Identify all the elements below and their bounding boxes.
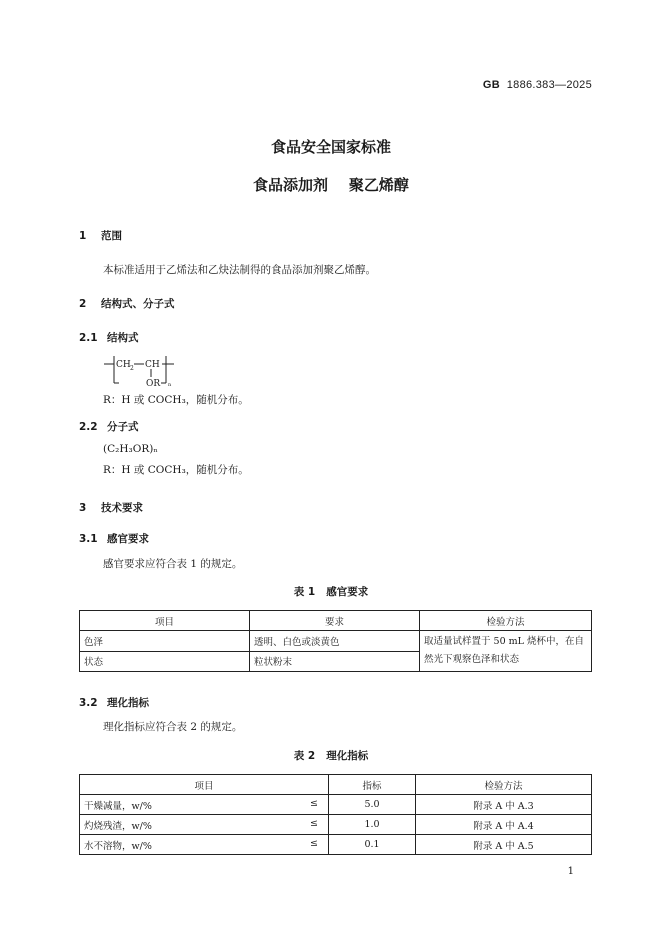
- formula-ch2: CH: [116, 360, 131, 370]
- sensory-table: [79, 610, 592, 672]
- section-3-1-body: 感官要求应符合表 1 的规定。: [103, 558, 243, 570]
- less-equal-symbol: ≤: [310, 797, 318, 809]
- physicochemical-table: [79, 774, 592, 855]
- table-cell: 水不溶物，w/% ≤: [80, 835, 329, 855]
- table-2-caption: 表 2 理化指标: [293, 750, 369, 762]
- table-cell: 附录 A 中 A.5: [416, 835, 592, 855]
- section-1-heading: 1 范围: [79, 230, 122, 242]
- standard-number: GB 1886.383—2025: [482, 79, 592, 91]
- section-3-2-heading: 3.2 理化指标: [79, 697, 149, 709]
- table-row: [80, 815, 592, 835]
- table-cell: 干燥减量，w/% ≤: [80, 795, 329, 815]
- section-2-1-r-note: R：H 或 COCH₃，随机分布。: [103, 394, 249, 406]
- table-cell: 附录 A 中 A.3: [416, 795, 592, 815]
- table-1-caption: 表 1 感官要求: [293, 586, 369, 598]
- document-subtitle: 食品添加剂 聚乙烯醇: [253, 176, 409, 194]
- table-header-cell: 项目: [80, 775, 329, 795]
- table-cell: 5.0: [329, 795, 416, 815]
- molecular-formula: (C₂H₃OR)ₙ: [103, 443, 158, 455]
- table-cell: 1.0: [329, 815, 416, 835]
- section-2-2-r-note: R：H 或 COCH₃，随机分布。: [103, 464, 249, 476]
- table-header-cell: 要求: [250, 611, 420, 631]
- section-3-1-heading: 3.1 感官要求: [79, 533, 149, 545]
- section-3-2-body: 理化指标应符合表 2 的规定。: [103, 721, 243, 733]
- formula-ch2-subscript: 2: [130, 365, 134, 372]
- formula-ch: CH: [145, 360, 160, 370]
- table-header-row: [80, 611, 592, 631]
- table-cell-method: 取适量试样置于 50 mL 烧杯中，在自然光下观察色泽和状态: [420, 631, 592, 672]
- table-header-cell: 指标: [329, 775, 416, 795]
- table-header-row: [80, 775, 592, 795]
- table-cell: 粒状粉末: [250, 651, 420, 672]
- table-cell: 透明、白色或淡黄色: [250, 631, 420, 652]
- less-equal-symbol: ≤: [310, 817, 318, 829]
- formula-n: n: [168, 382, 172, 388]
- section-2-1-heading: 2.1 结构式: [79, 332, 139, 344]
- section-3-heading: 3 技术要求: [79, 502, 143, 514]
- table-row: [80, 795, 592, 815]
- table-cell: 状态: [80, 651, 250, 672]
- less-equal-symbol: ≤: [310, 837, 318, 849]
- table-cell: 色泽: [80, 631, 250, 652]
- table-cell: 附录 A 中 A.4: [416, 815, 592, 835]
- table-header-cell: 检验方法: [416, 775, 592, 795]
- table-header-cell: 检验方法: [420, 611, 592, 631]
- section-2-2-heading: 2.2 分子式: [79, 421, 139, 433]
- formula-or: OR: [146, 379, 161, 389]
- document-title: 食品安全国家标准: [270, 138, 391, 156]
- section-2-heading: 2 结构式、分子式: [79, 298, 175, 310]
- section-1-body: 本标准适用于乙烯法和乙炔法制得的食品添加剂聚乙烯醇。: [103, 264, 376, 276]
- table-cell: 0.1: [329, 835, 416, 855]
- table-row: [80, 631, 592, 652]
- table-row: [80, 835, 592, 855]
- table-cell: 灼烧残渣，w/% ≤: [80, 815, 329, 835]
- table-header-cell: 项目: [80, 611, 250, 631]
- structural-formula: [100, 353, 200, 389]
- page-number: 1: [567, 866, 574, 877]
